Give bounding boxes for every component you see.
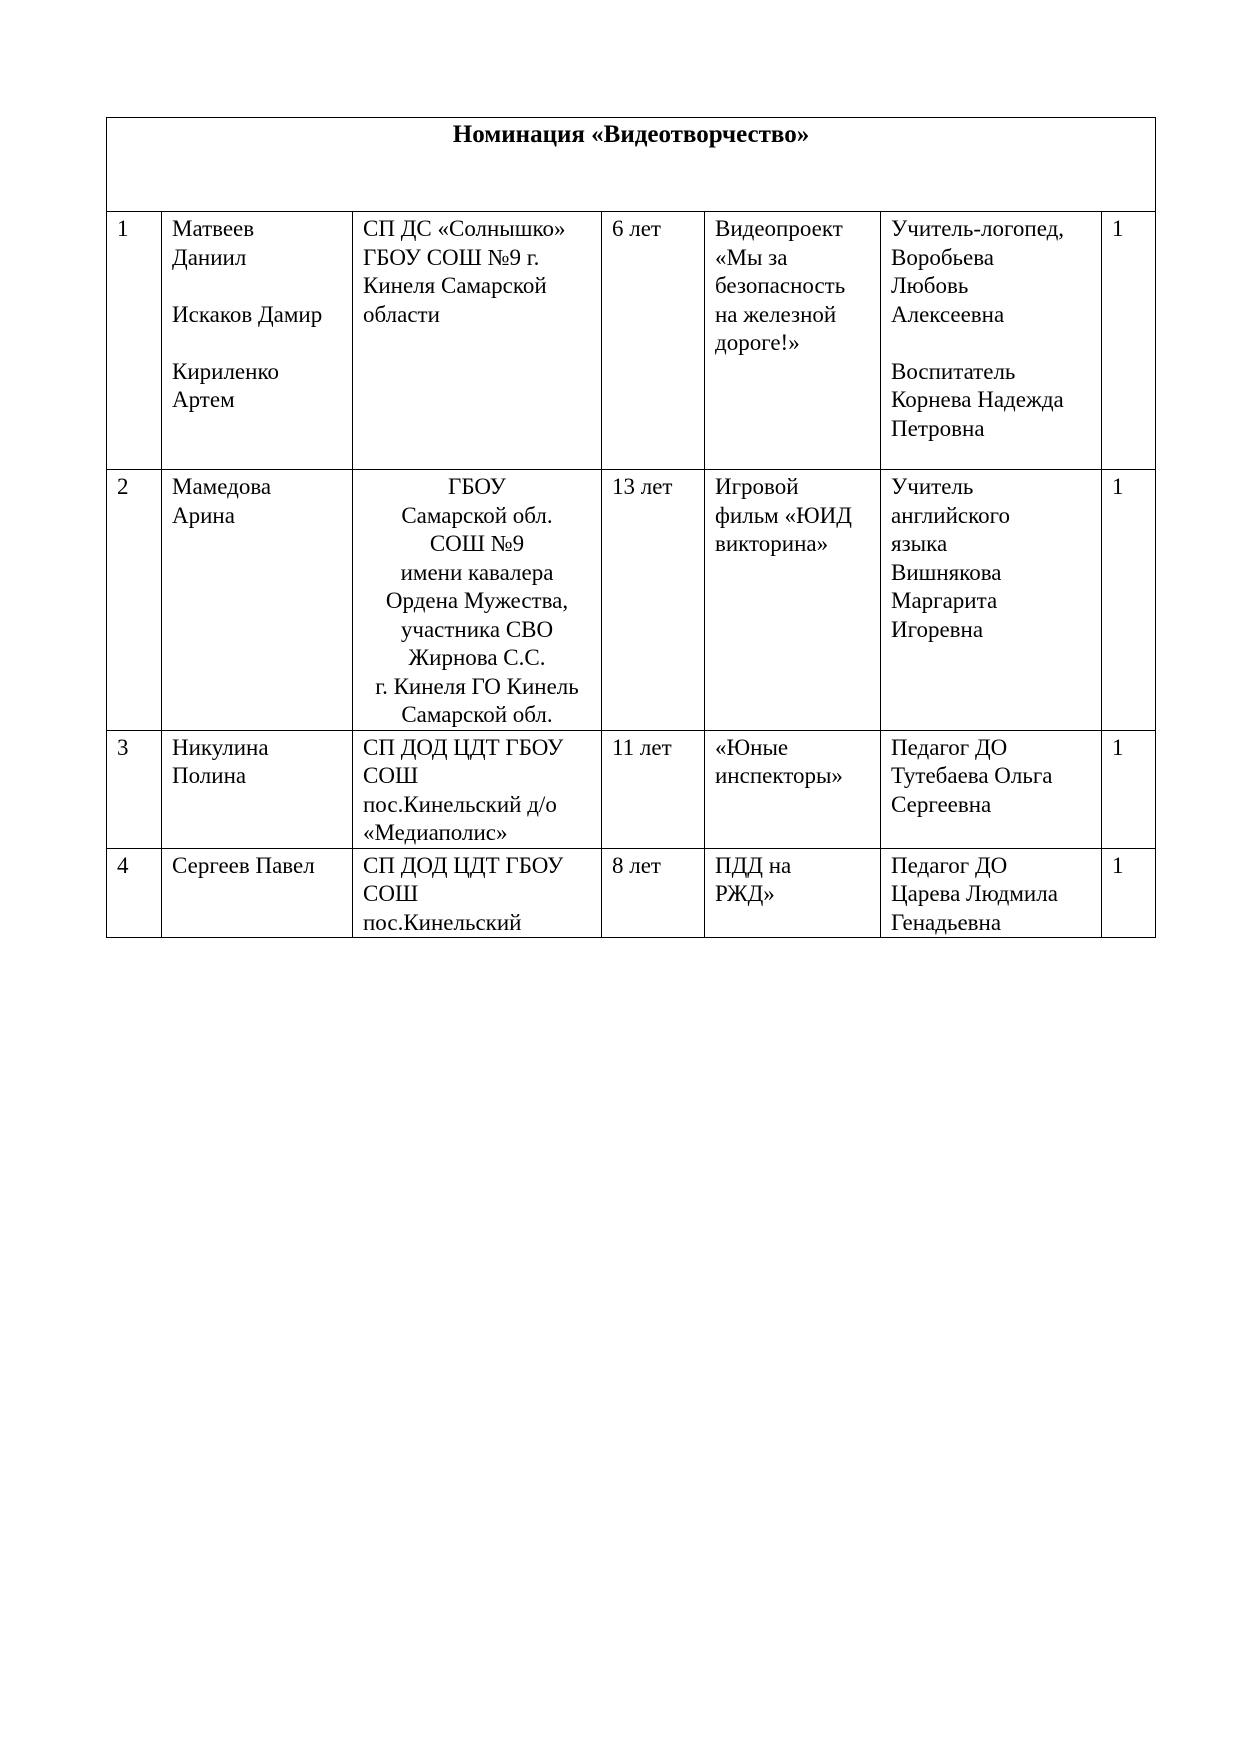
work-line: «Мы за: [715, 244, 788, 270]
participants-cell: [162, 730, 353, 848]
institution-line: СП ДОД ЦДТ ГБОУ: [363, 852, 564, 878]
supervisor-line: Воробьева: [891, 244, 995, 270]
age-cell: 6 лет: [602, 212, 705, 470]
row-number: 4: [107, 848, 162, 938]
row-number: 1: [107, 212, 162, 470]
title-row: [107, 118, 1156, 212]
institution-line: СОШ №9: [429, 531, 525, 556]
institution-line: «Медиаполис»: [363, 820, 508, 845]
institution-line: пос.Кинельский д/о: [363, 791, 557, 817]
supervisor-line: Алексеевна: [891, 301, 1005, 327]
institution-cell: [353, 212, 602, 470]
age-cell: 11 лет: [602, 730, 705, 848]
work-cell: [705, 730, 881, 848]
institution-line: Ордена Мужества,: [385, 588, 569, 613]
work-line: Видеопроект: [715, 216, 843, 241]
work-line: ПДД на: [715, 852, 792, 878]
institution-line: СП ДС «Солнышко»: [363, 216, 566, 241]
supervisor-cell: [881, 212, 1102, 470]
institution-cell: [353, 470, 602, 731]
place-cell: 1: [1102, 212, 1156, 470]
table-row: [107, 470, 1156, 731]
age-cell: 8 лет: [602, 848, 705, 938]
institution-cell: [353, 730, 602, 848]
participants-cell: [162, 470, 353, 731]
line-gap: [172, 329, 342, 358]
results-table: [106, 117, 1156, 938]
line-gap: [891, 329, 1091, 358]
participant-line: Мамедова: [172, 474, 272, 499]
table-row: [107, 848, 1156, 938]
work-line: на железной: [715, 301, 837, 327]
supervisor-line: Вишнякова: [891, 559, 1002, 585]
supervisor-line: Царева Людмила: [891, 881, 1058, 906]
institution-line: области: [363, 301, 440, 327]
participants-cell: [162, 848, 353, 938]
supervisor-line: Воспитатель: [891, 358, 1016, 384]
work-cell: [705, 470, 881, 731]
participant-line: Сергеев Павел: [172, 852, 315, 878]
age-cell: 13 лет: [602, 470, 705, 731]
institution-line: Самарской обл.: [401, 502, 553, 528]
institution-line: пос.Кинельский: [363, 909, 522, 935]
supervisor-line: Сергеевна: [891, 791, 992, 817]
supervisor-line: Корнева Надежда: [891, 387, 1064, 412]
participant-line: Искаков Дамир: [172, 301, 323, 327]
work-line: инспекторы»: [715, 763, 843, 788]
work-line: викторина»: [715, 531, 829, 556]
supervisor-line: Игоревна: [891, 616, 984, 642]
institution-line: СП ДОД ЦДТ ГБОУ: [363, 734, 564, 760]
institution-line: СОШ: [363, 763, 419, 788]
supervisor-cell: [881, 848, 1102, 938]
institution-line: ГБОУ: [448, 474, 506, 499]
supervisor-line: Тутебаева Ольга: [891, 763, 1053, 788]
institution-line: Жирнова С.С.: [408, 645, 546, 670]
institution-cell: [353, 848, 602, 938]
participant-line: Матвеев: [172, 216, 255, 241]
supervisor-line: Педагог ДО: [891, 852, 1008, 878]
work-line: безопасность: [715, 273, 846, 298]
supervisor-cell: [881, 730, 1102, 848]
supervisor-line: языка: [891, 531, 948, 556]
institution-line: имени кавалера: [400, 559, 554, 585]
participant-line: Полина: [172, 763, 247, 788]
work-cell: [705, 848, 881, 938]
participant-line: Кириленко: [172, 358, 279, 384]
work-line: фильм «ЮИД: [715, 502, 852, 528]
supervisor-line: Учитель: [891, 474, 974, 499]
participants-cell: [162, 212, 353, 470]
institution-line: Самарской обл.: [401, 702, 553, 727]
institution-line: ГБОУ СОШ №9 г.: [363, 244, 540, 270]
line-gap: [172, 272, 342, 301]
supervisor-cell: [881, 470, 1102, 731]
institution-line: Кинеля Самарской: [363, 273, 547, 298]
participant-line: Артем: [172, 387, 235, 412]
work-line: «Юные: [715, 734, 789, 760]
institution-line: г. Кинеля ГО Кинель: [375, 673, 579, 699]
row-number: 2: [107, 470, 162, 731]
institution-line: СОШ: [363, 881, 419, 906]
participant-line: Никулина: [172, 734, 269, 760]
work-cell: [705, 212, 881, 470]
supervisor-line: Маргарита: [891, 588, 998, 613]
work-line: Игровой: [715, 474, 799, 499]
table-row: [107, 212, 1156, 470]
work-line: дороге!»: [715, 330, 800, 355]
work-line: РЖД»: [715, 881, 775, 906]
nomination-title: Номинация «Видеотворчество»: [107, 118, 1156, 212]
supervisor-line: Педагог ДО: [891, 734, 1008, 760]
participant-line: Арина: [172, 502, 235, 528]
institution-line: участника СВО: [400, 616, 554, 642]
place-cell: 1: [1102, 470, 1156, 731]
supervisor-line: Генадьевна: [891, 909, 1002, 935]
place-cell: 1: [1102, 730, 1156, 848]
supervisor-line: Любовь: [891, 273, 969, 298]
table-row: [107, 730, 1156, 848]
participant-line: Даниил: [172, 244, 247, 270]
place-cell: 1: [1102, 848, 1156, 938]
supervisor-line: английского: [891, 502, 1010, 528]
row-number: 3: [107, 730, 162, 848]
supervisor-line: Петровна: [891, 415, 985, 441]
supervisor-line: Учитель-логопед,: [891, 216, 1065, 241]
